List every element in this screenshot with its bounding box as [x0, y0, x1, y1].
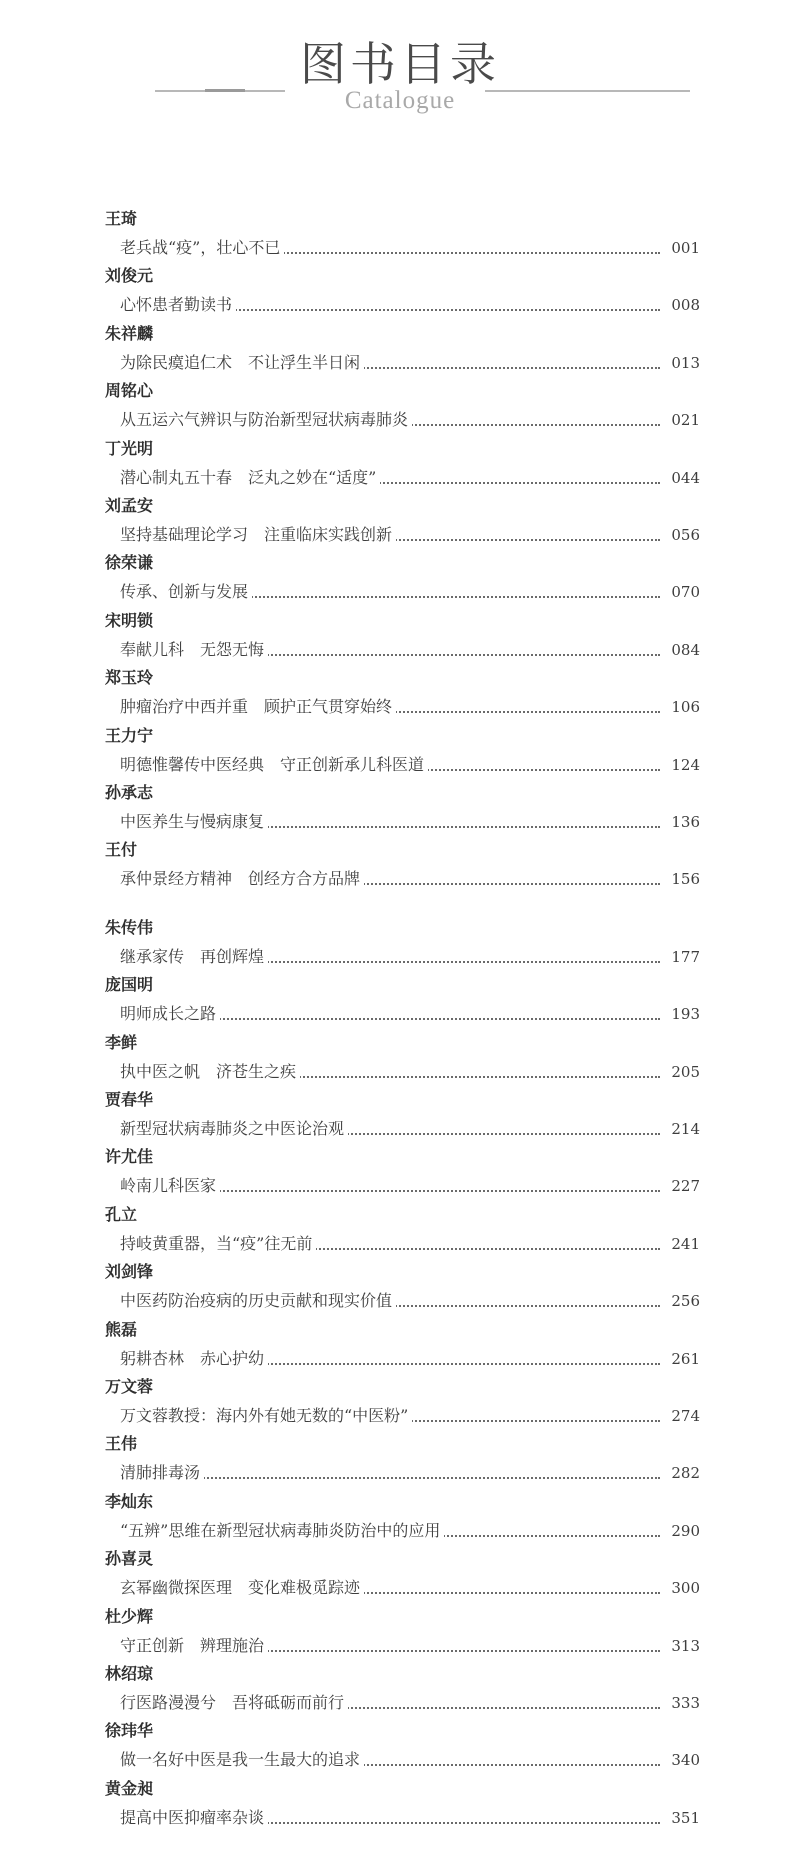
toc-author: 王力宁	[105, 725, 154, 745]
toc-entry[interactable]	[120, 1461, 700, 1485]
toc-page-number: 070	[662, 580, 700, 604]
toc-page-number: 300	[662, 1576, 700, 1600]
toc-page-number: 056	[662, 523, 700, 547]
toc-page-number: 282	[662, 1461, 700, 1485]
toc-page-number: 313	[662, 1634, 700, 1658]
toc-entry-title: 行医路漫漫兮 吾将砥砺而前行	[120, 1691, 348, 1715]
toc-entry-title: 躬耕杏林 赤心护幼	[120, 1347, 268, 1371]
toc-author: 许尤佳	[105, 1147, 154, 1167]
page-title: 图书目录	[300, 37, 500, 91]
toc-entry[interactable]	[120, 580, 700, 604]
toc-entry[interactable]	[120, 1519, 700, 1543]
toc-entry[interactable]	[120, 1174, 700, 1198]
toc-entry-title: 清肺排毒汤	[120, 1461, 204, 1485]
toc-entry-title: 提高中医抑瘤率杂谈	[120, 1806, 268, 1830]
toc-entry-title: 中医养生与慢病康复	[120, 810, 268, 834]
page-subtitle: Catalogue	[344, 87, 456, 114]
toc-entry-title: 承仲景经方精神 创经方合方品牌	[120, 867, 364, 891]
toc-entry-title: 传承、创新与发展	[120, 580, 252, 604]
toc-author: 丁光明	[105, 438, 154, 458]
toc-entry-title: 为除民瘼追仁术 不让浮生半日闲	[120, 351, 364, 375]
toc-page-number: 241	[662, 1232, 700, 1256]
toc-entry-title: 心怀患者勤读书	[120, 293, 236, 317]
toc-entry-title: 从五运六气辨识与防治新型冠状病毒肺炎	[120, 408, 412, 432]
toc-page-number: 261	[662, 1347, 700, 1371]
toc-entry[interactable]	[120, 408, 700, 432]
toc-entry-title: 岭南儿科医家	[120, 1174, 220, 1198]
toc-entry[interactable]	[120, 1232, 700, 1256]
toc-page-number: 274	[662, 1404, 700, 1428]
toc-page-number: 106	[662, 695, 700, 719]
toc-entry-title: 万文蓉教授：海内外有她无数的“中医粉”	[120, 1404, 412, 1428]
toc-author: 贾春华	[105, 1090, 154, 1109]
toc-author: 王付	[105, 840, 138, 860]
toc-author: 徐荣谦	[105, 553, 154, 573]
toc-entry[interactable]	[120, 810, 700, 834]
toc-entry[interactable]	[120, 523, 700, 547]
toc-author: 王琦	[105, 209, 138, 228]
toc-author: 朱祥麟	[105, 323, 154, 343]
toc-entry-title: 老兵战“疫”，壮心不已	[120, 236, 284, 260]
toc-page-number: 044	[662, 466, 700, 490]
toc-entry-title: 新型冠状病毒肺炎之中医论治观	[120, 1117, 348, 1141]
toc-entry-title: 做一名好中医是我一生最大的追求	[120, 1748, 364, 1772]
toc-page-number: 340	[662, 1748, 700, 1772]
toc-entry[interactable]	[120, 1002, 700, 1026]
toc-page-number: 156	[662, 867, 700, 891]
toc-author: 王伟	[105, 1434, 138, 1454]
toc-page-number: 001	[662, 236, 700, 260]
toc-page-number: 290	[662, 1519, 700, 1543]
toc-entry-title: 继承家传 再创辉煌	[120, 945, 268, 969]
toc-page-number: 177	[662, 945, 700, 969]
toc-entry-title: 明德惟馨传中医经典 守正创新承儿科医道	[120, 753, 428, 777]
toc-author: 孙承志	[105, 783, 154, 802]
toc-page-number: 084	[662, 638, 700, 662]
toc-entry-title: 潜心制丸五十春 泛丸之妙在“适度”	[120, 466, 380, 490]
toc-entry-title: 执中医之帆 济苍生之疾	[120, 1060, 300, 1084]
toc-author: 朱传伟	[105, 917, 154, 937]
toc-author: 郑玉玲	[105, 668, 154, 688]
toc-author: 孙喜灵	[105, 1549, 154, 1569]
toc-entry[interactable]	[120, 945, 700, 969]
toc-author: 孔立	[105, 1204, 138, 1224]
toc-page-number: 214	[662, 1117, 700, 1141]
toc-entry[interactable]	[120, 1748, 700, 1772]
toc-author: 徐玮华	[105, 1721, 154, 1741]
toc-entry[interactable]	[120, 1117, 700, 1141]
toc-page-number: 205	[662, 1060, 700, 1084]
toc-page-number: 227	[662, 1174, 700, 1198]
toc-author: 周铭心	[105, 381, 154, 401]
toc-author: 黄金昶	[105, 1778, 154, 1798]
toc-entry[interactable]	[120, 466, 700, 490]
toc-entry[interactable]	[120, 1404, 700, 1428]
toc-page-number: 124	[662, 753, 700, 777]
toc-page-number: 013	[662, 351, 700, 375]
toc-entry[interactable]	[120, 753, 700, 777]
toc-page-number: 193	[662, 1002, 700, 1026]
toc-author: 宋明锁	[105, 610, 154, 630]
toc-entry-title: 守正创新 辨理施治	[120, 1634, 268, 1658]
toc-entry[interactable]	[120, 1347, 700, 1371]
toc-entry-title: 奉献儿科 无怨无悔	[120, 638, 268, 662]
toc-entry[interactable]	[120, 1691, 700, 1715]
toc-page-number: 021	[662, 408, 700, 432]
toc-entry-title: 玄幂幽微探医理 变化难极觅踪迹	[120, 1576, 364, 1600]
toc-author: 李灿东	[105, 1491, 154, 1511]
toc-entry[interactable]	[120, 1060, 700, 1084]
toc-entry[interactable]	[120, 867, 700, 891]
toc-author: 李鲜	[105, 1032, 138, 1052]
toc-page-number: 136	[662, 810, 700, 834]
toc-entry[interactable]	[120, 1634, 700, 1658]
toc-page-number: 351	[662, 1806, 700, 1830]
toc-entry-title: 持岐黄重器，当“疫”往无前	[120, 1232, 316, 1256]
toc-author: 林绍琼	[105, 1664, 154, 1683]
toc-entry-title: “五辨”思维在新型冠状病毒肺炎防治中的应用	[120, 1519, 444, 1543]
toc-page-number: 008	[662, 293, 700, 317]
toc-page-number: 256	[662, 1289, 700, 1313]
toc-entry[interactable]	[120, 1806, 700, 1830]
toc-entry[interactable]	[120, 351, 700, 375]
toc-entry[interactable]	[120, 1289, 700, 1313]
toc-author: 刘俊元	[105, 266, 154, 286]
toc-entry[interactable]	[120, 695, 700, 719]
toc-entry[interactable]	[120, 638, 700, 662]
toc-entry[interactable]	[120, 293, 700, 317]
toc-entry[interactable]	[120, 236, 700, 260]
toc-entry-title: 坚持基础理论学习 注重临床实践创新	[120, 523, 396, 547]
toc-entry[interactable]	[120, 1576, 700, 1600]
toc-author: 刘孟安	[105, 496, 154, 515]
toc-author: 庞国明	[105, 975, 154, 995]
toc-author: 熊磊	[105, 1319, 138, 1339]
toc-entry-title: 中医药防治疫病的历史贡献和现实价值	[120, 1289, 396, 1313]
toc-entry-title: 肿瘤治疗中西并重 顾护正气贯穿始终	[120, 695, 396, 719]
toc-author: 万文蓉	[105, 1377, 154, 1396]
toc-author: 杜少辉	[105, 1606, 154, 1626]
toc-page-number: 333	[662, 1691, 700, 1715]
toc-entry-title: 明师成长之路	[120, 1002, 220, 1026]
toc-author: 刘剑锋	[105, 1262, 154, 1282]
